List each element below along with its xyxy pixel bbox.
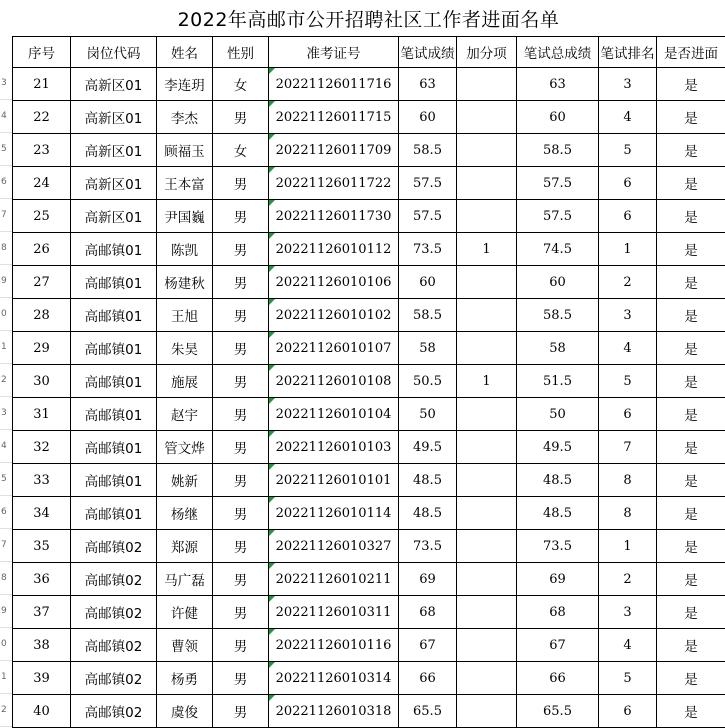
cell-interview[interactable]: 是 — [657, 629, 725, 662]
cell-gender[interactable]: 男 — [213, 530, 269, 563]
cell-post-code[interactable]: 高邮镇01 — [71, 464, 157, 497]
cell-exam-id[interactable]: 20221126010116 — [269, 629, 399, 662]
cell-name[interactable]: 马广磊 — [157, 563, 213, 596]
cell-post-code[interactable]: 高邮镇01 — [71, 497, 157, 530]
row-number[interactable]: 7 — [0, 529, 12, 562]
cell-post-code[interactable]: 高邮镇02 — [71, 662, 157, 695]
cell-exam-id[interactable]: 20221126010106 — [269, 266, 399, 299]
table-row — [13, 266, 725, 299]
column-header[interactable]: 姓名 — [157, 37, 213, 68]
table-row — [13, 431, 725, 464]
cell-total-score[interactable]: 65.5 — [517, 695, 599, 728]
row-number[interactable]: 6 — [0, 166, 12, 199]
cell-gender[interactable]: 女 — [213, 134, 269, 167]
cell-bonus[interactable] — [457, 563, 517, 596]
cell-bonus[interactable]: 1 — [457, 365, 517, 398]
cell-written-score[interactable]: 49.5 — [399, 431, 457, 464]
cell-exam-id[interactable]: 20221126010104 — [269, 398, 399, 431]
cell-total-score[interactable]: 51.5 — [517, 365, 599, 398]
cell-rank[interactable]: 2 — [599, 266, 657, 299]
table-row — [13, 695, 725, 728]
cell-post-code[interactable]: 高邮镇02 — [71, 530, 157, 563]
cell-interview[interactable]: 是 — [657, 266, 725, 299]
cell-total-score[interactable]: 48.5 — [517, 497, 599, 530]
cell-interview[interactable]: 是 — [657, 101, 725, 134]
cell-seq[interactable]: 37 — [13, 596, 71, 629]
cell-rank[interactable]: 4 — [599, 332, 657, 365]
cell-seq[interactable]: 38 — [13, 629, 71, 662]
cell-post-code[interactable]: 高新区01 — [71, 101, 157, 134]
row-number[interactable]: 8 — [0, 562, 12, 595]
table-body — [13, 68, 725, 728]
cell-exam-id[interactable]: 20221126010102 — [269, 299, 399, 332]
cell-seq[interactable]: 34 — [13, 497, 71, 530]
row-number[interactable]: 3 — [0, 397, 12, 430]
cell-written-score[interactable]: 48.5 — [399, 464, 457, 497]
cell-interview[interactable]: 是 — [657, 167, 725, 200]
candidate-table — [12, 36, 725, 728]
row-number[interactable]: 4 — [0, 100, 12, 133]
cell-name[interactable]: 尹国巍 — [157, 200, 213, 233]
cell-seq[interactable]: 27 — [13, 266, 71, 299]
cell-rank[interactable]: 6 — [599, 200, 657, 233]
table-row — [13, 398, 725, 431]
cell-name[interactable]: 杨继 — [157, 497, 213, 530]
row-number[interactable]: 9 — [0, 595, 12, 628]
column-header[interactable]: 笔试总成绩 — [517, 37, 599, 68]
cell-interview[interactable]: 是 — [657, 662, 725, 695]
column-header[interactable]: 笔试成绩 — [399, 37, 457, 68]
cell-bonus[interactable] — [457, 266, 517, 299]
cell-rank[interactable]: 8 — [599, 464, 657, 497]
column-header[interactable]: 性别 — [213, 37, 269, 68]
table-row — [13, 233, 725, 266]
cell-written-score[interactable]: 69 — [399, 563, 457, 596]
cell-bonus[interactable] — [457, 167, 517, 200]
cell-interview[interactable]: 是 — [657, 134, 725, 167]
cell-interview[interactable]: 是 — [657, 365, 725, 398]
table-row — [13, 299, 725, 332]
cell-seq[interactable]: 36 — [13, 563, 71, 596]
cell-interview[interactable]: 是 — [657, 332, 725, 365]
cell-total-score[interactable]: 63 — [517, 68, 599, 101]
cell-gender[interactable]: 女 — [213, 68, 269, 101]
cell-seq[interactable]: 31 — [13, 398, 71, 431]
cell-post-code[interactable]: 高邮镇02 — [71, 563, 157, 596]
cell-bonus[interactable] — [457, 695, 517, 728]
cell-total-score[interactable]: 58.5 — [517, 134, 599, 167]
cell-exam-id[interactable]: 20221126011722 — [269, 167, 399, 200]
cell-seq[interactable]: 24 — [13, 167, 71, 200]
cell-post-code[interactable]: 高邮镇01 — [71, 266, 157, 299]
cell-gender[interactable]: 男 — [213, 299, 269, 332]
cell-written-score[interactable]: 58.5 — [399, 299, 457, 332]
cell-rank[interactable]: 3 — [599, 68, 657, 101]
column-header[interactable]: 笔试排名 — [599, 37, 657, 68]
cell-written-score[interactable]: 50.5 — [399, 365, 457, 398]
cell-exam-id[interactable]: 20221126010211 — [269, 563, 399, 596]
cell-rank[interactable]: 6 — [599, 695, 657, 728]
cell-total-score[interactable]: 57.5 — [517, 167, 599, 200]
row-number[interactable]: 5 — [0, 133, 12, 166]
table-row — [13, 167, 725, 200]
cell-interview[interactable]: 是 — [657, 497, 725, 530]
cell-gender[interactable]: 男 — [213, 497, 269, 530]
cell-name[interactable]: 许健 — [157, 596, 213, 629]
table-row — [13, 332, 725, 365]
cell-written-score[interactable]: 60 — [399, 266, 457, 299]
cell-rank[interactable]: 5 — [599, 134, 657, 167]
cell-seq[interactable]: 23 — [13, 134, 71, 167]
cell-exam-id[interactable]: 20221126010108 — [269, 365, 399, 398]
cell-name[interactable]: 王本富 — [157, 167, 213, 200]
cell-written-score[interactable]: 66 — [399, 662, 457, 695]
sheet-title: 2022年高邮市公开招聘社区工作者进面名单 — [177, 8, 560, 31]
cell-gender[interactable]: 男 — [213, 167, 269, 200]
cell-interview[interactable]: 是 — [657, 200, 725, 233]
header-row — [13, 37, 725, 68]
table-row — [13, 596, 725, 629]
table-row — [13, 662, 725, 695]
table-row — [13, 134, 725, 167]
cell-gender[interactable]: 男 — [213, 365, 269, 398]
cell-written-score[interactable]: 48.5 — [399, 497, 457, 530]
cell-total-score[interactable]: 57.5 — [517, 200, 599, 233]
cell-bonus[interactable] — [457, 68, 517, 101]
column-header[interactable]: 岗位代码 — [71, 37, 157, 68]
cell-seq[interactable]: 40 — [13, 695, 71, 728]
cell-post-code[interactable]: 高邮镇01 — [71, 431, 157, 464]
cell-written-score[interactable]: 58 — [399, 332, 457, 365]
cell-name[interactable]: 杨勇 — [157, 662, 213, 695]
cell-written-score[interactable]: 50 — [399, 398, 457, 431]
cell-rank[interactable]: 1 — [599, 233, 657, 266]
cell-seq[interactable]: 39 — [13, 662, 71, 695]
cell-written-score[interactable]: 57.5 — [399, 167, 457, 200]
row-number[interactable]: 3 — [0, 67, 12, 100]
cell-gender[interactable]: 男 — [213, 563, 269, 596]
cell-exam-id[interactable]: 20221126010327 — [269, 530, 399, 563]
cell-post-code[interactable]: 高邮镇02 — [71, 695, 157, 728]
row-number[interactable]: 5 — [0, 463, 12, 496]
table-row — [13, 365, 725, 398]
row-number-gutter — [0, 36, 12, 727]
cell-post-code[interactable]: 高邮镇01 — [71, 398, 157, 431]
column-header[interactable]: 是否进面 — [657, 37, 725, 68]
cell-name[interactable]: 顾福玉 — [157, 134, 213, 167]
cell-gender[interactable]: 男 — [213, 266, 269, 299]
cell-interview[interactable]: 是 — [657, 299, 725, 332]
cell-rank[interactable]: 4 — [599, 629, 657, 662]
cell-name[interactable]: 姚新 — [157, 464, 213, 497]
table-row — [13, 68, 725, 101]
table-row — [13, 497, 725, 530]
cell-bonus[interactable] — [457, 431, 517, 464]
cell-interview[interactable]: 是 — [657, 233, 725, 266]
cell-rank[interactable]: 6 — [599, 398, 657, 431]
cell-rank[interactable]: 3 — [599, 596, 657, 629]
cell-seq[interactable]: 35 — [13, 530, 71, 563]
cell-exam-id[interactable]: 20221126011709 — [269, 134, 399, 167]
cell-bonus[interactable]: 1 — [457, 233, 517, 266]
row-number[interactable]: 1 — [0, 661, 12, 694]
cell-name[interactable]: 虞俊 — [157, 695, 213, 728]
cell-name[interactable]: 朱昊 — [157, 332, 213, 365]
cell-post-code[interactable]: 高新区01 — [71, 200, 157, 233]
column-header[interactable]: 准考证号 — [269, 37, 399, 68]
cell-written-score[interactable]: 73.5 — [399, 233, 457, 266]
cell-rank[interactable]: 8 — [599, 497, 657, 530]
cell-total-score[interactable]: 48.5 — [517, 464, 599, 497]
cell-bonus[interactable] — [457, 101, 517, 134]
cell-total-score[interactable]: 69 — [517, 563, 599, 596]
cell-gender[interactable]: 男 — [213, 596, 269, 629]
cell-post-code[interactable]: 高邮镇02 — [71, 629, 157, 662]
cell-total-score[interactable]: 68 — [517, 596, 599, 629]
cell-gender[interactable]: 男 — [213, 332, 269, 365]
cell-exam-id[interactable]: 20221126011716 — [269, 68, 399, 101]
row-number[interactable]: 0 — [0, 628, 12, 661]
cell-name[interactable]: 曹领 — [157, 629, 213, 662]
cell-bonus[interactable] — [457, 398, 517, 431]
cell-exam-id[interactable]: 20221126010311 — [269, 596, 399, 629]
row-number[interactable]: 4 — [0, 430, 12, 463]
cell-total-score[interactable]: 67 — [517, 629, 599, 662]
cell-name[interactable]: 王旭 — [157, 299, 213, 332]
cell-gender[interactable]: 男 — [213, 200, 269, 233]
table-row — [13, 464, 725, 497]
cell-seq[interactable]: 33 — [13, 464, 71, 497]
column-header[interactable]: 加分项 — [457, 37, 517, 68]
cell-interview[interactable]: 是 — [657, 464, 725, 497]
cell-bonus[interactable] — [457, 134, 517, 167]
cell-name[interactable]: 李连玥 — [157, 68, 213, 101]
cell-seq[interactable]: 22 — [13, 101, 71, 134]
cell-interview[interactable]: 是 — [657, 68, 725, 101]
column-header[interactable]: 序号 — [13, 37, 71, 68]
cell-written-score[interactable]: 65.5 — [399, 695, 457, 728]
cell-written-score[interactable]: 68 — [399, 596, 457, 629]
cell-exam-id[interactable]: 20221126010112 — [269, 233, 399, 266]
cell-gender[interactable]: 男 — [213, 629, 269, 662]
cell-total-score[interactable]: 73.5 — [517, 530, 599, 563]
table-row — [13, 101, 725, 134]
row-number[interactable]: 0 — [0, 298, 12, 331]
cell-interview[interactable]: 是 — [657, 563, 725, 596]
cell-post-code[interactable]: 高邮镇01 — [71, 299, 157, 332]
cell-exam-id[interactable]: 20221126010114 — [269, 497, 399, 530]
cell-interview[interactable]: 是 — [657, 431, 725, 464]
table-row — [13, 530, 725, 563]
cell-total-score[interactable]: 74.5 — [517, 233, 599, 266]
cell-written-score[interactable]: 60 — [399, 101, 457, 134]
cell-gender[interactable]: 男 — [213, 398, 269, 431]
row-number[interactable]: 2 — [0, 364, 12, 397]
cell-exam-id[interactable]: 20221126011730 — [269, 200, 399, 233]
cell-seq[interactable]: 28 — [13, 299, 71, 332]
cell-name[interactable]: 李杰 — [157, 101, 213, 134]
cell-rank[interactable]: 3 — [599, 299, 657, 332]
cell-post-code[interactable]: 高新区01 — [71, 167, 157, 200]
cell-interview[interactable]: 是 — [657, 398, 725, 431]
cell-post-code[interactable]: 高邮镇02 — [71, 596, 157, 629]
cell-gender[interactable]: 男 — [213, 233, 269, 266]
row-number[interactable]: 8 — [0, 232, 12, 265]
cell-total-score[interactable]: 60 — [517, 266, 599, 299]
cell-interview[interactable]: 是 — [657, 596, 725, 629]
gutter-header-spacer — [0, 36, 12, 67]
cell-written-score[interactable]: 57.5 — [399, 200, 457, 233]
cell-exam-id[interactable]: 20221126010103 — [269, 431, 399, 464]
cell-rank[interactable]: 4 — [599, 101, 657, 134]
cell-written-score[interactable]: 63 — [399, 68, 457, 101]
cell-total-score[interactable]: 66 — [517, 662, 599, 695]
cell-bonus[interactable] — [457, 596, 517, 629]
cell-bonus[interactable] — [457, 497, 517, 530]
cell-gender[interactable]: 男 — [213, 431, 269, 464]
cell-seq[interactable]: 26 — [13, 233, 71, 266]
cell-interview[interactable]: 是 — [657, 530, 725, 563]
table-row — [13, 629, 725, 662]
cell-seq[interactable]: 30 — [13, 365, 71, 398]
cell-interview[interactable]: 是 — [657, 695, 725, 728]
cell-bonus[interactable] — [457, 662, 517, 695]
cell-total-score[interactable]: 60 — [517, 101, 599, 134]
cell-gender[interactable]: 男 — [213, 662, 269, 695]
table-row — [13, 563, 725, 596]
cell-written-score[interactable]: 67 — [399, 629, 457, 662]
cell-name[interactable]: 赵宇 — [157, 398, 213, 431]
cell-rank[interactable]: 2 — [599, 563, 657, 596]
cell-total-score[interactable]: 50 — [517, 398, 599, 431]
cell-gender[interactable]: 男 — [213, 695, 269, 728]
cell-exam-id[interactable]: 20221126010318 — [269, 695, 399, 728]
cell-name[interactable]: 杨建秋 — [157, 266, 213, 299]
cell-gender[interactable]: 男 — [213, 101, 269, 134]
row-number[interactable]: 9 — [0, 265, 12, 298]
cell-seq[interactable]: 25 — [13, 200, 71, 233]
cell-exam-id[interactable]: 20221126010107 — [269, 332, 399, 365]
cell-post-code[interactable]: 高新区01 — [71, 68, 157, 101]
cell-post-code[interactable]: 高邮镇01 — [71, 233, 157, 266]
cell-seq[interactable]: 29 — [13, 332, 71, 365]
cell-rank[interactable]: 5 — [599, 662, 657, 695]
row-number[interactable]: 1 — [0, 331, 12, 364]
table-row — [13, 200, 725, 233]
cell-name[interactable]: 郑源 — [157, 530, 213, 563]
cell-post-code[interactable]: 高邮镇01 — [71, 365, 157, 398]
cell-bonus[interactable] — [457, 200, 517, 233]
cell-post-code[interactable]: 高邮镇01 — [71, 332, 157, 365]
row-number[interactable]: 6 — [0, 496, 12, 529]
cell-seq[interactable]: 32 — [13, 431, 71, 464]
cell-total-score[interactable]: 58 — [517, 332, 599, 365]
cell-written-score[interactable]: 73.5 — [399, 530, 457, 563]
cell-exam-id[interactable]: 20221126010101 — [269, 464, 399, 497]
cell-exam-id[interactable]: 20221126010314 — [269, 662, 399, 695]
cell-rank[interactable]: 5 — [599, 365, 657, 398]
cell-name[interactable]: 施展 — [157, 365, 213, 398]
row-number[interactable]: 2 — [0, 694, 12, 727]
cell-exam-id[interactable]: 20221126011715 — [269, 101, 399, 134]
cell-name[interactable]: 管文烨 — [157, 431, 213, 464]
cell-gender[interactable]: 男 — [213, 464, 269, 497]
cell-bonus[interactable] — [457, 299, 517, 332]
cell-rank[interactable]: 6 — [599, 167, 657, 200]
row-number[interactable]: 7 — [0, 199, 12, 232]
cell-seq[interactable]: 21 — [13, 68, 71, 101]
cell-bonus[interactable] — [457, 332, 517, 365]
cell-bonus[interactable] — [457, 464, 517, 497]
cell-rank[interactable]: 1 — [599, 530, 657, 563]
cell-post-code[interactable]: 高新区01 — [71, 134, 157, 167]
cell-total-score[interactable]: 58.5 — [517, 299, 599, 332]
cell-bonus[interactable] — [457, 629, 517, 662]
cell-total-score[interactable]: 49.5 — [517, 431, 599, 464]
cell-name[interactable]: 陈凯 — [157, 233, 213, 266]
cell-written-score[interactable]: 58.5 — [399, 134, 457, 167]
cell-rank[interactable]: 7 — [599, 431, 657, 464]
cell-bonus[interactable] — [457, 530, 517, 563]
